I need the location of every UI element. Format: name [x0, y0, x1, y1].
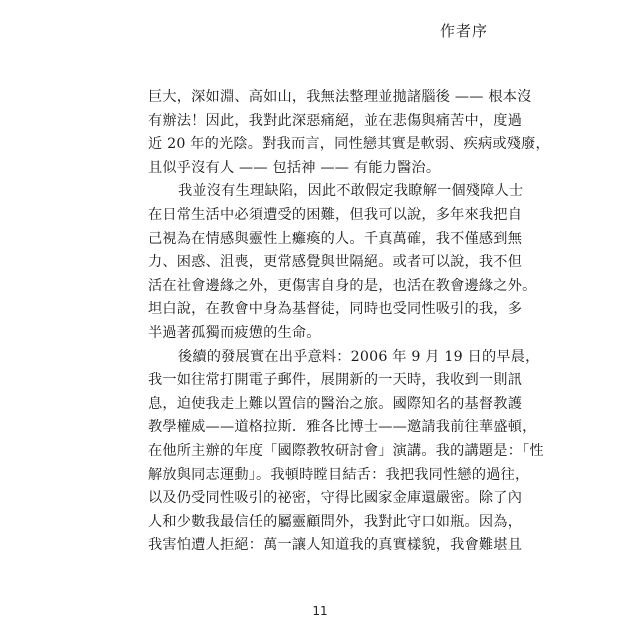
page-number: 11 — [312, 604, 328, 618]
text-line: 巨大，深如淵、高如山，我無法整理並拋諸腦後 —— 根本沒 — [148, 89, 532, 105]
text-line: 息，迫使我走上難以置信的醫治之旅。國際知名的基督教護 — [148, 395, 523, 412]
text-line: 教學權威——道格拉斯．雅各比博士——邀請我前往華盛頓， — [148, 419, 537, 436]
text-line: 在日常生活中必須遭受的困難，但我可以說，多年來我把自 — [148, 206, 523, 223]
text-line: 近 20 年的光陰。對我而言，同性戀其實是軟弱、疾病或殘廢， — [148, 136, 550, 153]
text-line: 己視為在情感與靈性上癱瘓的人。千真萬確，我不僅感到無 — [148, 230, 523, 247]
text-line: 有辦法！因此，我對此深惡痛絕，並在悲傷與痛苦中，度過 — [148, 112, 523, 129]
text-line: 且似乎沒有人 —— 包括神 —— 有能力醫治。 — [148, 159, 441, 176]
text-line: 解放與同志運動」。我頓時瞠目結舌：我把我同性戀的過往， — [148, 466, 530, 483]
text-line: 半過著孤獨而疲憊的生命。 — [148, 324, 321, 341]
text-line: 後續的發展實在出乎意料：2006 年 9 月 19 日的早晨， — [178, 348, 540, 365]
text-line: 以及仍受同性吸引的祕密，守得比國家金庫還嚴密。除了內 — [148, 490, 523, 507]
text-line: 在他所主辦的年度「國際教牧研討會」演講。我的講題是：「性 — [148, 442, 544, 459]
text-line: 坦白說，在教會中身為基督徒，同時也受同性吸引的我，多 — [148, 301, 523, 318]
running-header-title: 作者序 — [439, 22, 488, 40]
text-line: 我並沒有生理缺陷，因此不敢假定我瞭解一個殘障人士 — [178, 183, 524, 200]
text-line: 人和少數我最信任的屬靈顧問外，我對此守口如瓶。因為， — [148, 513, 523, 530]
body-text — [148, 86, 550, 558]
text-line: 我一如往常打開電子郵件，展開新的一天時，我收到一則訊 — [148, 372, 523, 389]
text-line: 力、困惑、沮喪，更常感覺與世隔絕。或者可以說，我不但 — [148, 254, 523, 271]
text-line: 我害怕遭人拒絕：萬一讓人知道我的真實樣貌，我會難堪且 — [148, 537, 523, 554]
text-line: 活在社會邊緣之外，更傷害自身的是，也活在教會邊緣之外。 — [148, 277, 537, 294]
